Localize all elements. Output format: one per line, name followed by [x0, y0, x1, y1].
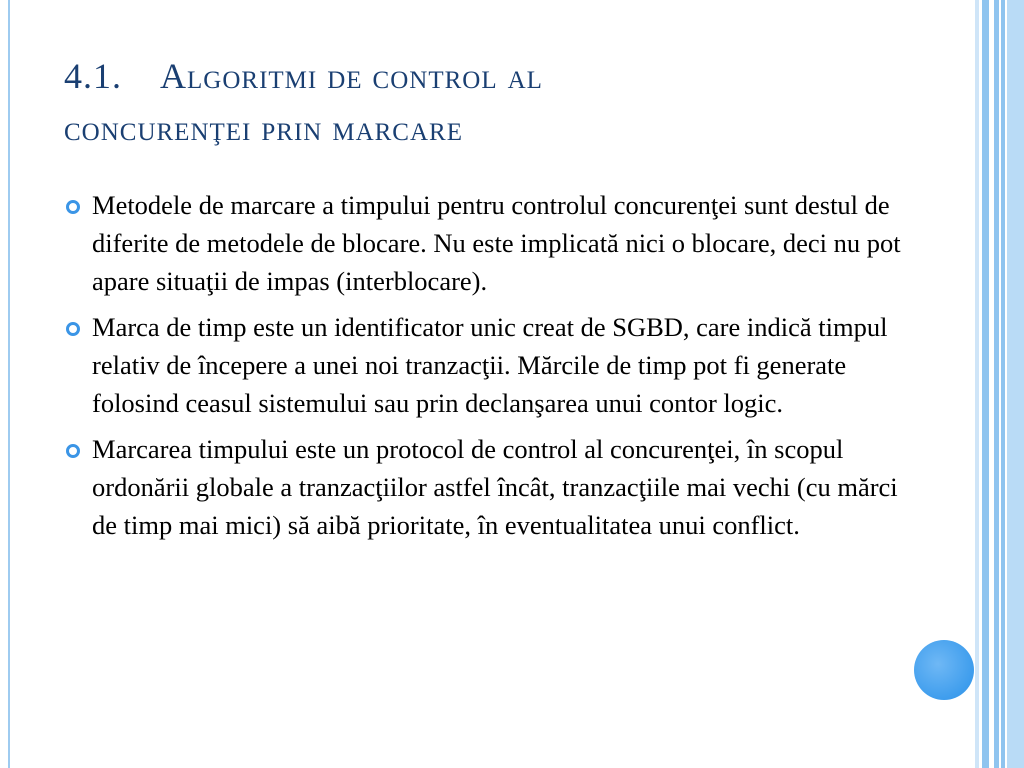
- bullet-circle-icon: [66, 200, 80, 214]
- bullet-item: [66, 430, 906, 544]
- bullet-item: [66, 308, 906, 422]
- bullet-text: Metodele de marcare a timpului pentru controlul concurenţei sunt destul de diferite de metodele de blocare. Nu este implicată nici o blocare, deci nu pot apare situaţii de impas (interblocare).: [92, 190, 901, 296]
- bullet-list: [66, 186, 906, 552]
- bullet-item: [66, 186, 906, 300]
- decor-stripe: [975, 0, 979, 768]
- bullet-text: Marcarea timpului este un protocol de control al concurenţei, în scopul ordonării globale a tranzacţiilor astfel încât, tranzacţiile mai vechi (cu mărci de timp mai mici) să aibă prioritate, în eventualitatea unui conflict.: [92, 434, 898, 540]
- decor-circle: [914, 640, 974, 700]
- decor-stripe: [1001, 0, 1005, 768]
- bullet-text: Marca de timp este un identificator unic creat de SGBD, care indică timpul relativ de începere a unei noi tranzacţii. Mărcile de timp pot fi generate folosind ceasul sistemului sau prin declanşarea unui contor logic.: [92, 312, 888, 418]
- bullet-circle-icon: [66, 322, 80, 336]
- slide-title-line2: concurenţei prin marcare: [64, 108, 463, 148]
- slide-title-line1: 4.1. Algoritmi de control al: [64, 56, 543, 96]
- slide-title: [64, 50, 944, 154]
- decor-stripe: [982, 0, 989, 768]
- left-border: [8, 0, 10, 768]
- decor-stripe: [994, 0, 999, 768]
- decor-stripe: [1007, 0, 1024, 768]
- bullet-circle-icon: [66, 444, 80, 458]
